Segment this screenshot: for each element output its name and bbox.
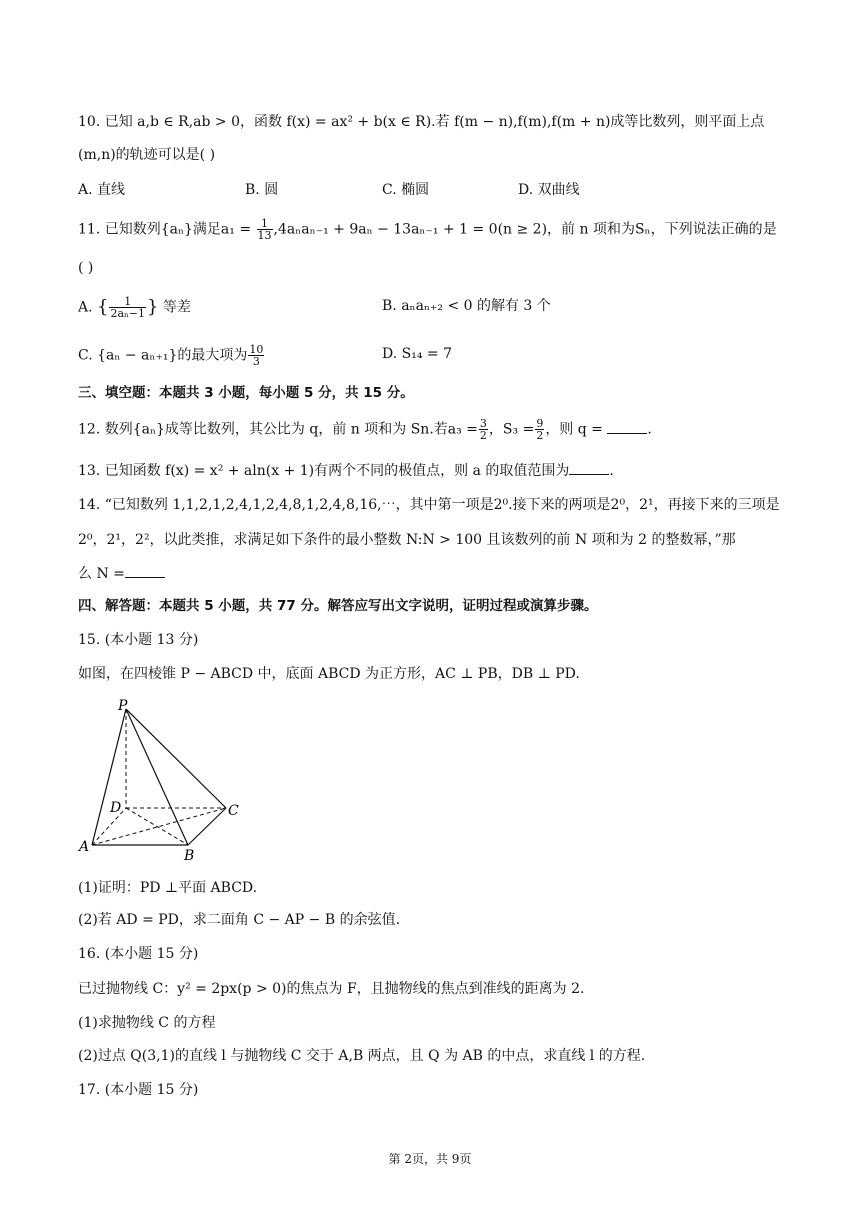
q14-line3 [78, 563, 165, 584]
q11-opt-a-pre: A. [78, 299, 93, 316]
q10-option-a: A. 直线 [78, 182, 126, 198]
q15-desc: 如图，在四棱锥 P − ABCD 中，底面 ABCD 为正方形，AC ⊥ PB，DB ⊥ PD. [78, 666, 580, 682]
q12-line [78, 418, 652, 441]
q11-frac-num: 1 [257, 218, 273, 230]
edge-pb [126, 709, 188, 845]
q12-frac1-den: 2 [479, 429, 487, 442]
q11-line1 [78, 218, 777, 241]
q15-part1: (1)证明：PD ⊥平面 ABCD. [78, 880, 258, 896]
q11-opt-a-post: 等差 [162, 299, 191, 316]
q11-opt-c-num: 10 [249, 343, 264, 356]
q14-answer-blank[interactable] [125, 563, 165, 578]
brace-right: } [147, 296, 159, 318]
q11-line1-post: ,4aₙaₙ₋₁ + 9aₙ − 13aₙ₋₁ + 1 = 0(n ≥ 2)，前 n 项和为Sₙ，下列说法正确的是 [273, 221, 777, 238]
q11-fraction [257, 218, 273, 241]
q10-line2: (m,n)的轨迹可以是( ) [78, 147, 216, 163]
q12-answer-blank[interactable] [607, 419, 647, 434]
q16-desc: 已过抛物线 C：y² = 2px(p > 0)的焦点为 F，且抛物线的焦点到准线的距离为 2. [78, 981, 585, 997]
label-a: A [79, 839, 90, 855]
q10-option-d: D. 双曲线 [518, 182, 580, 198]
q10-line1: 10. 已知 a,b ∈ R,ab > 0，函数 f(x) = ax² + b(x ∈ R).若 f(m − n),f(m),f(m + n)成等比数列，则平面上点 [78, 114, 765, 130]
q11-opt-a-den: 2aₙ−1 [110, 307, 145, 320]
q11-option-d: D. S₁₄ = 7 [382, 346, 452, 362]
edge-pc [126, 709, 226, 808]
q10-option-b: B. 圆 [245, 182, 279, 198]
q11-line2: ( ) [78, 260, 94, 276]
q13-answer-blank[interactable] [569, 460, 609, 475]
section3-heading: 三、填空题：本题共 3 小题，每小题 5 分，共 15 分。 [78, 385, 414, 401]
label-b: B [184, 848, 195, 864]
q11-line1-pre: 11. 已知数列{aₙ}满足a₁ = [78, 221, 252, 238]
q16-part2: (2)过点 Q(3,1)的直线 l 与抛物线 C 交于 A,B 两点，且 Q 为 AB 的中点，求直线 l 的方程. [78, 1048, 646, 1064]
q13-text: 13. 已知函数 f(x) = x² + aln(x + 1)有两个不同的极值点，则 a 的取值范围为 [78, 463, 570, 479]
q11-opt-a-fraction [109, 296, 146, 319]
section4-heading: 四、解答题：本题共 5 小题，共 77 分。解答应写出文字说明，证明过程或演算步骤。 [78, 598, 598, 614]
brace-left: { [97, 296, 109, 318]
q11-opt-c-den: 3 [252, 355, 260, 368]
q15-head: 15. (本小题 13 分) [78, 632, 199, 648]
q12-post: ，则 q = [545, 421, 603, 438]
q11-opt-c-fraction [248, 344, 264, 367]
q11-option-c [78, 344, 265, 367]
label-p: P [118, 698, 128, 714]
q17-head: 17. (本小题 15 分) [78, 1082, 199, 1098]
q11-opt-c-pre: C. {aₙ − aₙ₊₁}的最大项为 [78, 347, 248, 364]
q15-part2: (2)若 AD = PD，求二面角 C − AP − B 的余弦值. [78, 912, 401, 928]
q11-option-a [78, 296, 191, 319]
q14-line1: 14. “已知数列 1,1,2,1,2,4,1,2,4,8,1,2,4,8,16,⋯，其中第一项是2⁰.接下来的两项是2⁰，2¹，再接下来的三项是 [78, 497, 780, 513]
q14-line2: 2⁰，2¹，2²，以此类推，求满足如下条件的最小整数 N:N > 100 且该数列的前 N 项和为 2 的整数幂，”那 [78, 532, 736, 548]
q12-frac2 [535, 418, 544, 441]
label-d: D [110, 800, 122, 816]
diagonal-db-hidden [126, 808, 188, 845]
q10-option-c: C. 椭圆 [382, 182, 430, 198]
q12-frac2-den: 2 [536, 429, 544, 442]
pyramid-figure [76, 695, 246, 865]
q16-head: 16. (本小题 15 分) [78, 946, 199, 962]
q11-opt-a-num: 1 [109, 296, 146, 308]
q12-mid: ，S₃ = [488, 421, 535, 438]
q12-pre: 12. 数列{aₙ}成等比数列，其公比为 q，前 n 项和为 Sn.若a₃ = [78, 421, 478, 438]
q11-frac-den: 13 [257, 229, 272, 242]
q13-end: . [609, 463, 614, 479]
q12-end: . [647, 421, 652, 438]
label-c: C [228, 803, 239, 819]
q12-frac1-num: 3 [479, 417, 487, 430]
q12-frac1 [479, 418, 488, 441]
q16-part1: (1)求抛物线 C 的方程 [78, 1015, 216, 1031]
edge-pa [92, 709, 126, 845]
q13-line [78, 460, 614, 481]
q14-line3-text: 么 N = [78, 566, 125, 582]
page-footer: 第 2页，共 9页 [388, 1152, 472, 1166]
q11-option-b: B. aₙaₙ₊₂ < 0 的解有 3 个 [382, 298, 551, 314]
q12-frac2-num: 9 [536, 417, 544, 430]
